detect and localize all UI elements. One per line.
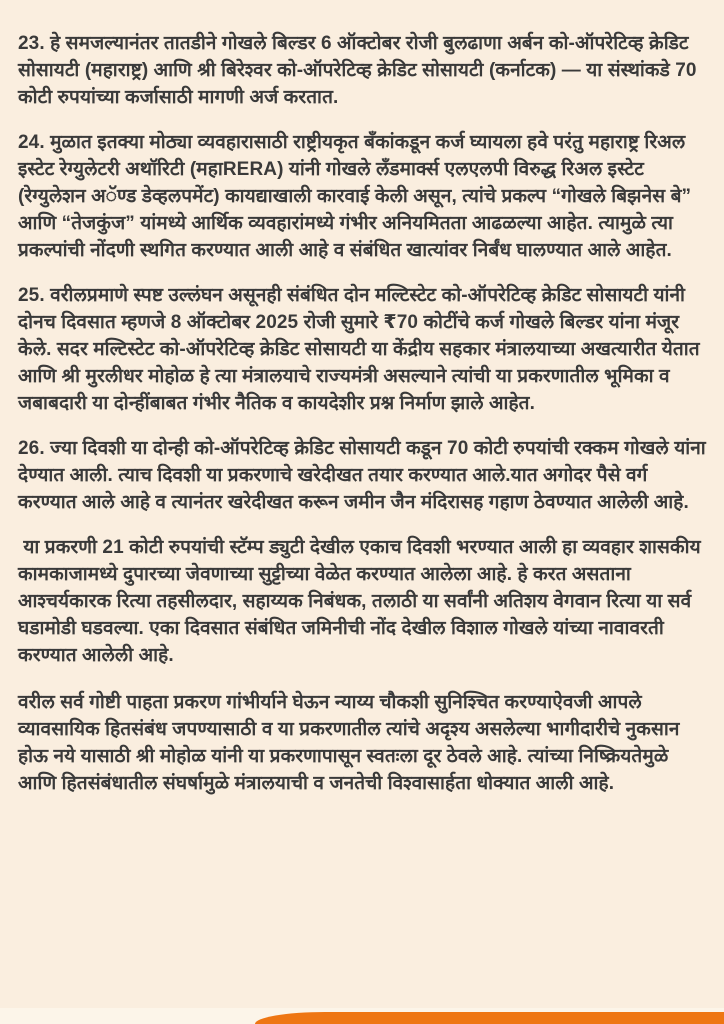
footer-accent-bar [255, 1012, 724, 1024]
paragraph-25: 25. वरीलप्रमाणे स्पष्ट उल्लंघन असूनही संबंधित दोन मल्टिस्टेट को-ऑपरेटिव्ह क्रेडिट सोसायटी यांनी दोनच दिवसात म्हणजे 8 ऑक्टोबर 2025 रोजी सुमारे ₹70 कोटींचे कर्ज गोखले बिल्डर यांना मंजूर केले. सदर मल्टिस्टेट को-ऑपरेटिव्ह क्रेडिट सोसायटी या केंद्रीय सहकार मंत्रालयाच्या अखत्यारीत येतात आणि श्री मुरलीधर मोहोळ हे त्या मंत्रालयाचे राज्यमंत्री असल्याने त्यांची या प्रकरणातील भूमिका व जबाबदारी या दोन्हींबाबत गंभीर नैतिक व कायदेशीर प्रश्न निर्माण झाले आहेत. [18, 285, 706, 414]
paragraph-23: 23. हे समजल्यानंतर तातडीने गोखले बिल्डर 6 ऑक्टोबर रोजी बुलढाणा अर्बन को-ऑपरेटिव्ह क्रेडिट सोसायटी (महाराष्ट्र) आणि श्री बिरेश्वर को-ऑपरेटिव्ह क्रेडिट सोसायटी (कर्नाटक) — या संस्थांकडे 70 कोटी रुपयांच्या कर्जासाठी मागणी अर्ज करतात. [18, 33, 702, 108]
paragraph-24: 24. मुळात इतक्या मोठ्या व्यवहारासाठी राष्ट्रीयकृत बँकांकडून कर्ज घ्यायला हवे परंतु महाराष्ट्र रिअल इस्टेट रेग्युलेटरी अथॉरिटी (महाRERA) यांनी गोखले लँडमार्क्स एलएलपी विरुद्ध रिअल इस्टेट (रेग्युलेशन अॅण्ड डेव्हलपमेंट) कायद्याखाली कारवाई केली असून, त्यांचे प्रकल्प “गोखले बिझनेस बे” आणि “तेजकुंज” यांमध्ये आर्थिक व्यवहारांमध्ये गंभीर अनियमितता आढळल्या आहेत. त्यामुळे त्या प्रकल्पांची नोंदणी स्थगित करण्यात आली आहे व संबंधित खात्यांवर निर्बंध घालण्यात आले आहेत. [18, 132, 697, 261]
paragraph-26: 26. ज्या दिवशी या दोन्ही को-ऑपरेटिव्ह क्रेडिट सोसायटी कडून 70 कोटी रुपयांची रक्कम गोखले यांना देण्यात आली. त्याच दिवशी या प्रकरणाचे खरेदीखत तयार करण्यात आले.यात अगोदर पैसे वर्ग करण्यात आले आहे व त्यानंतर खरेदीखत करून जमीन जैन मंदिरासह गहाण ठेवण्यात आलेली आहे. [18, 438, 712, 513]
paragraph-stamp-duty: या प्रकरणी 21 कोटी रुपयांची स्टॅम्प ड्युटी देखील एकाच दिवशी भरण्यात आली हा व्यवहार शासकीय कामकाजामध्ये दुपारच्या जेवणाच्या सुट्टीच्या वेळेत करण्यात आलेला आहे. हे करत असताना आश्चर्यकारक रित्या तहसीलदार, सहाय्यक निबंधक, तलाठी या सर्वांनी अतिशय वेगवान रित्या या सर्व घडामोडी घडवल्या. एका दिवसात संबंधित जमिनीची नोंद देखील विशाल गोखले यांच्या नावावरती करण्यात आलेली आहे. [18, 537, 707, 666]
paragraph-conclusion: वरील सर्व गोष्टी पाहता प्रकरण गांभीर्याने घेऊन न्याय्य चौकशी सुनिश्चित करण्याऐवजी आपले व्यावसायिक हितसंबंध जपण्यासाठी व या प्रकरणातील त्यांचे अदृश्य असलेल्या भागीदारीचे नुकसान होऊ नये यासाठी श्री मोहोळ यांनी या प्रकरणापासून स्वतःला दूर ठेवले आहे. त्यांच्या निष्क्रियतेमुळे आणि हितसंबंधातील संघर्षामुळे मंत्रालयाची व जनतेची विश्वासार्हता धोक्यात आली आहे. [18, 692, 685, 794]
